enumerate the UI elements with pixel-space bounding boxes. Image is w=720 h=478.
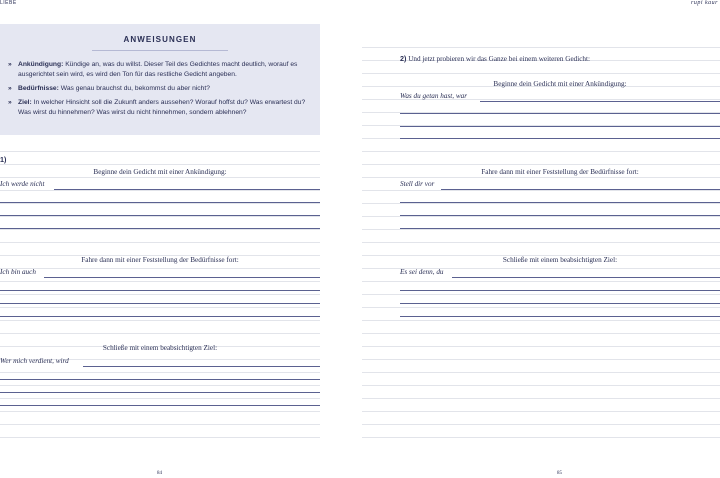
write-line[interactable] (400, 316, 720, 317)
block-heading-goal: Schließe mit einem beabsichtigten Ziel: (102, 344, 218, 352)
write-line[interactable] (44, 277, 320, 278)
guide-line (362, 73, 720, 74)
guide-line (0, 333, 320, 334)
write-line[interactable] (400, 126, 720, 127)
guide-line (362, 229, 720, 230)
guide-line (362, 398, 720, 399)
instruction-term: Bedürfnisse: (18, 85, 59, 92)
guide-line (0, 424, 320, 425)
write-line[interactable] (400, 290, 720, 291)
write-line[interactable] (0, 316, 320, 317)
block-starter: Wer mich verdient, wird (0, 357, 69, 365)
block-starter: Stell dir vor (400, 180, 435, 188)
instruction-item-announcement (8, 60, 310, 80)
guide-line (0, 398, 320, 399)
block-heading-goal: Schließe mit einem beabsichtigten Ziel: (502, 256, 618, 264)
write-line[interactable] (400, 228, 720, 229)
page-number-left: 84 (157, 471, 162, 476)
write-line[interactable] (441, 189, 720, 190)
guide-line (362, 177, 720, 178)
block-heading-needs: Fahre dann mit einer Feststellung der Bedürfnisse fort: (81, 256, 239, 264)
guide-line (0, 437, 320, 438)
guide-line (362, 281, 720, 282)
bullet-icon: » (8, 85, 12, 92)
guide-line (362, 216, 720, 217)
write-line[interactable] (0, 290, 320, 291)
guide-line (0, 294, 320, 295)
write-line[interactable] (480, 101, 720, 102)
guide-line (362, 346, 720, 347)
guide-line (362, 190, 720, 191)
instructions-divider (92, 50, 228, 51)
guide-line (362, 242, 720, 243)
running-header-left: LIEBE (0, 0, 17, 6)
write-line[interactable] (452, 277, 720, 278)
guide-line (362, 333, 720, 334)
write-line[interactable] (400, 202, 720, 203)
guide-line (362, 151, 720, 152)
section2-prompt (400, 54, 590, 63)
write-line[interactable] (400, 138, 720, 139)
section2-heading: Beginne dein Gedicht mit einer Ankündigung: (493, 80, 627, 88)
instructions-title: ANWEISUNGEN (123, 35, 197, 44)
bullet-icon: » (8, 99, 12, 106)
guide-line (362, 320, 720, 321)
guide-line (362, 411, 720, 412)
block-starter: Ich werde nicht (0, 180, 45, 188)
guide-line (0, 268, 320, 269)
guide-line (362, 203, 720, 204)
guide-line (0, 216, 320, 217)
guide-line (0, 320, 320, 321)
block-heading-needs: Fahre dann mit einer Feststellung der Bedürfnisse fort: (481, 168, 639, 176)
guide-line (0, 385, 320, 386)
guide-line (362, 437, 720, 438)
guide-line (362, 164, 720, 165)
guide-line (0, 307, 320, 308)
section1-number: 1) (0, 155, 7, 164)
guide-line (362, 424, 720, 425)
guide-line (0, 151, 320, 152)
block-starter: Es sei denn, du (400, 268, 444, 276)
instruction-term: Ankündigung: (18, 61, 64, 68)
write-line[interactable] (54, 189, 320, 190)
instruction-text: Was genau brauchst du, bekommst du aber nicht? (60, 85, 210, 92)
instructions-box (0, 24, 320, 135)
write-line[interactable] (0, 228, 320, 229)
guide-line (0, 229, 320, 230)
guide-line (0, 411, 320, 412)
guide-line (362, 47, 720, 48)
write-line[interactable] (400, 303, 720, 304)
guide-line (0, 281, 320, 282)
bullet-icon: » (8, 61, 12, 68)
write-line[interactable] (83, 366, 320, 367)
guide-line (362, 294, 720, 295)
guide-line (362, 372, 720, 373)
write-line[interactable] (0, 303, 320, 304)
guide-line (0, 242, 320, 243)
write-line[interactable] (0, 379, 320, 380)
block-starter: Ich bin auch (0, 268, 36, 276)
write-line[interactable] (0, 215, 320, 216)
guide-line (0, 164, 320, 165)
write-line[interactable] (400, 215, 720, 216)
guide-line (0, 177, 320, 178)
write-line[interactable] (0, 392, 320, 393)
running-header-right: rupi kaur (691, 0, 718, 6)
block-heading-announcement: Beginne dein Gedicht mit einer Ankündigung: (93, 168, 227, 176)
section2-text: Und jetzt probieren wir das Ganze bei einem weiteren Gedicht: (408, 55, 591, 63)
write-line[interactable] (0, 202, 320, 203)
guide-line (0, 372, 320, 373)
section2-starter: Was du getan hast, war (400, 92, 468, 100)
guide-line (362, 385, 720, 386)
write-line[interactable] (400, 113, 720, 114)
guide-line (362, 307, 720, 308)
instruction-term: Ziel: (18, 99, 32, 106)
instruction-item-goal (8, 98, 310, 118)
guide-line (362, 359, 720, 360)
section2-number: 2) (400, 54, 407, 63)
guide-line (0, 203, 320, 204)
guide-line (0, 190, 320, 191)
instruction-item-needs (8, 84, 310, 94)
write-line[interactable] (0, 405, 320, 406)
instruction-text: Kündige an, was du willst. Dieser Teil des Gedichtes macht deutlich, worauf es ausgerichtet sein wird, es wird den Ton für das restliche Gedicht angeben. (18, 61, 298, 78)
instruction-text: In welcher Hinsicht soll die Zukunft anders aussehen? Worauf hoffst du? Was erwartest du? Was wirst du hinnehmen? Was wirst du nicht hinnehmen, sondern ablehnen? (18, 99, 306, 116)
page-number-right: 85 (557, 471, 562, 476)
